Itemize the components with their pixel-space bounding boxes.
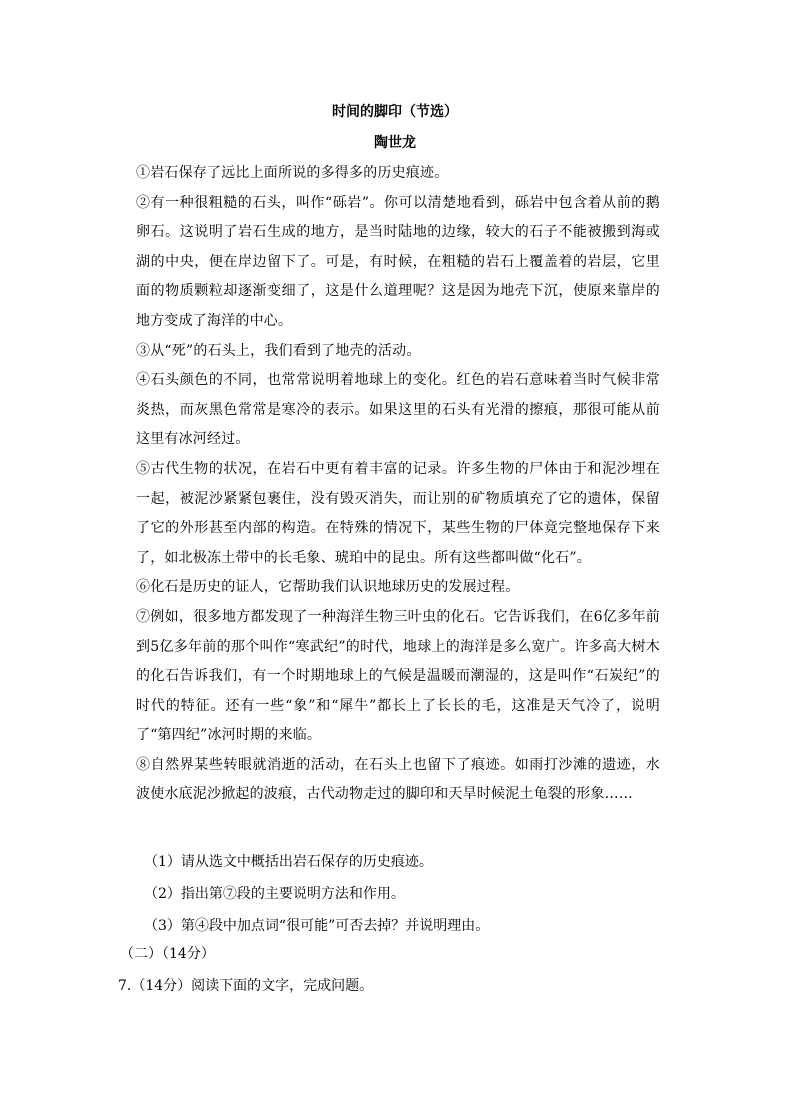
article-title: 时间的脚印（节选） (332, 104, 458, 120)
question-list (136, 846, 696, 942)
paragraph-5: ⑤古代生物的状况，在岩石中更有着丰富的记录。许多生物的尸体由于和泥沙埋在一起，被泥沙紧紧包裹住，没有毁灭消失，而让别的矿物质填充了它的遗体，保留了它的外形甚至内部的构造。在特殊的情况下，某些生物的尸体竟完整地保存下来了，如北极冻土带中的长毛象、琥珀中的昆虫。所有这些都叫做“化石”。 (136, 460, 660, 566)
paragraph-7: ⑦例如，很多地方都发现了一种海洋生物三叶虫的化石。它告诉我们，在6亿多年前到5亿多年前的那个叫作“寒武纪”的时代，地球上的海洋是多么宽广。许多高大树木的化石告诉我们，有一个时期地球上的气候是温暖而潮湿的，这是叫作“石炭纪”的时代的特征。还有一些“象”和“犀牛”都长上了长长的毛，这准是天气冷了，说明了“第四纪”冰河时期的来临。 (136, 608, 660, 744)
article-author: 陶世龙 (374, 135, 416, 151)
question-1: （1）请从选文中概括出岩石保存的历史痕迹。 (144, 854, 433, 870)
question-3: （3）第④段中加点词“很可能”可否去掉？并说明理由。 (144, 918, 490, 934)
section-heading: （二）（14分） (120, 946, 215, 962)
article-body (136, 159, 660, 810)
question-2: （2）指出第⑦段的主要说明方法和作用。 (144, 886, 405, 902)
paragraph-4: ④石头颜色的不同，也常常说明着地球上的变化。红色的岩石意味着当时气候非常炎热，而灰黑色常常是寒冷的表示。如果这里的石头有光滑的擦痕，那很可能从前这里有冰河经过。 (136, 372, 660, 448)
paragraph-2: ②有一种很粗糙的石头，叫作“砾岩”。你可以清楚地看到，砾岩中包含着从前的鹅卵石。这说明了岩石生成的地方，是当时陆地的边缘，较大的石子不能被搬到海或湖的中央，便在岸边留下了。可是，有时候，在粗糙的岩石上覆盖着的岩层，它里面的物质颗粒却逐渐变细了，这是什么道理呢？这是因为地壳下沉，使原来靠岸的地方变成了海洋的中心。 (136, 194, 660, 329)
paragraph-8: ⑧自然界某些转眼就消逝的活动，在石头上也留下了痕迹。如雨打沙滩的遗迹，水波使水底泥沙掀起的波痕，古代动物走过的脚印和天旱时候泥土龟裂的形象…… (136, 756, 660, 803)
paragraph-6: ⑥化石是历史的证人，它帮助我们认识地球历史的发展过程。 (136, 579, 520, 596)
paragraph-3: ③从“死”的石头上，我们看到了地壳的活动。 (136, 342, 421, 359)
task-instruction: 7.（14分）阅读下面的文字，完成问题。 (118, 978, 374, 994)
paragraph-1: ①岩石保存了远比上面所说的多得多的历史痕迹。 (136, 165, 449, 181)
